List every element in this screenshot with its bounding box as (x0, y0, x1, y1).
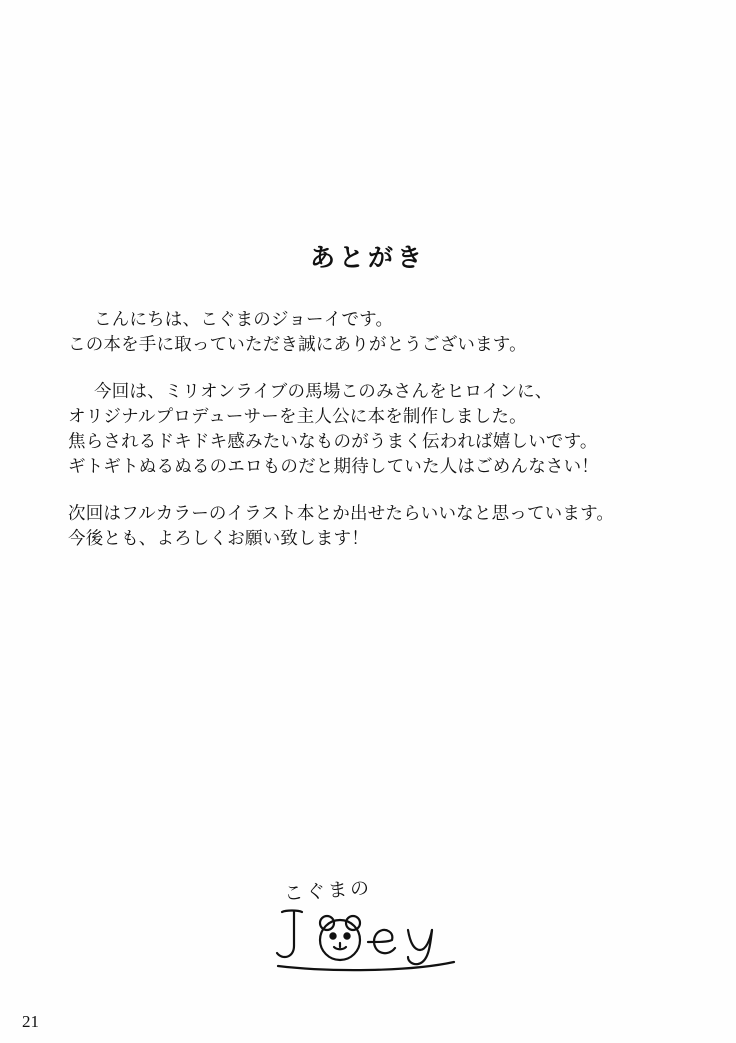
logo-wordmark (268, 900, 468, 972)
paragraph-greeting (68, 308, 688, 358)
text-line: 今回は、ミリオンライブの馬場このみさんをヒロインに、 (94, 382, 553, 402)
text-line: 今後とも、よろしくお願い致します！ (68, 529, 369, 549)
text-line: オリジナルプロデューサーを主人公に本を制作しました。 (68, 407, 527, 427)
page-number: 21 (22, 1012, 39, 1031)
page-title: あとがき (309, 243, 426, 272)
text-line: こんにちは、こぐまのジョーイです。 (94, 310, 394, 330)
circle-logo (0, 876, 736, 972)
paragraph-next-time (68, 502, 688, 552)
text-line: ギトギトぬるぬるのエロものだと期待していた人はごめんなさい！ (68, 457, 599, 477)
text-line: 次回はフルカラーのイラスト本とか出せたらいいなと思っています。 (68, 504, 615, 524)
logo-top-text: こぐまの (283, 876, 373, 906)
text-line: この本を手に取っていただき誠にありがとうございます。 (68, 335, 527, 355)
text-line: 焦らされるドキドキ感みたいなものがうまく伝われば嬉しいです。 (68, 432, 598, 452)
paragraph-about-the-book (68, 380, 688, 480)
afterword-body (68, 308, 688, 552)
